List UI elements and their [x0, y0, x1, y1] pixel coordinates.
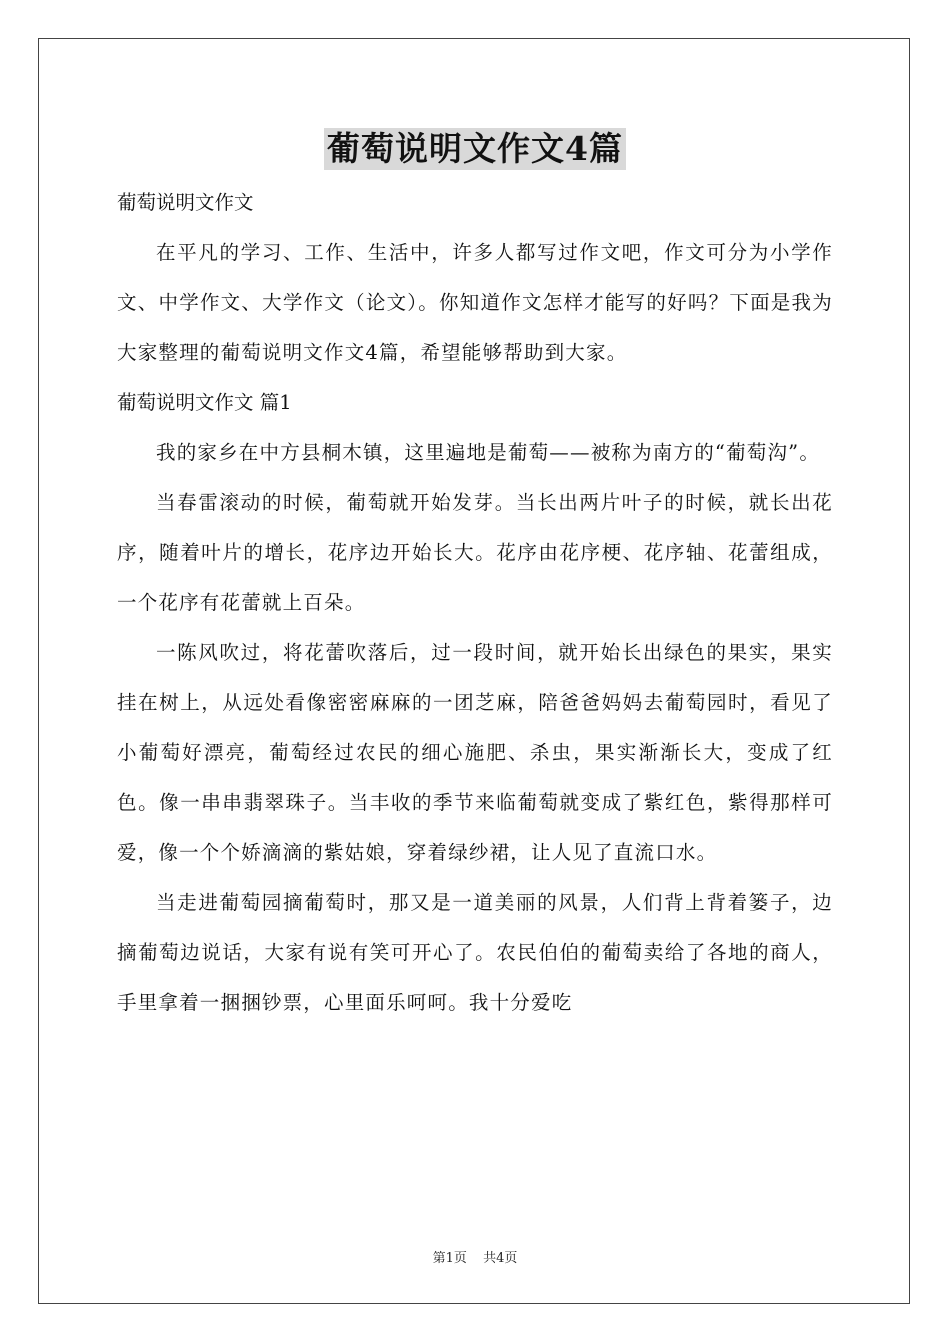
document-title: 葡萄说明文作文4篇 [324, 128, 626, 170]
section-1-paragraph: 一陈风吹过，将花蕾吹落后，过一段时间，就开始长出绿色的果实，果实挂在树上，从远处看像密密麻麻的一团芝麻，陪爸爸妈妈去葡萄园时，看见了小葡萄好漂亮，葡萄经过农民的细心施肥、杀虫，果实渐渐长大，变成了红色。像一串串翡翠珠子。当丰收的季节来临葡萄就变成了紫红色，紫得那样可爱，像一个个娇滴滴的紫姑娘，穿着绿纱裙，让人见了直流口水。 [117, 641, 833, 864]
title-area [0, 128, 950, 170]
document-body [117, 178, 833, 1028]
intro-heading: 葡萄说明文作文 [117, 191, 254, 214]
section-1-paragraph: 我的家乡在中方县桐木镇，这里遍地是葡萄——被称为南方的“葡萄沟”。 [156, 441, 821, 464]
intro-paragraph: 在平凡的学习、工作、生活中，许多人都写过作文吧，作文可分为小学作文、中学作文、大学作文（论文）。你知道作文怎样才能写的好吗？下面是我为大家整理的葡萄说明文作文4篇，希望能够帮助到大家。 [117, 241, 833, 364]
page-footer [0, 1247, 950, 1266]
section-1-paragraph: 当走进葡萄园摘葡萄时，那又是一道美丽的风景，人们背上背着篓子，边摘葡萄边说话，大家有说有笑可开心了。农民伯伯的葡萄卖给了各地的商人，手里拿着一捆捆钞票，心里面乐呵呵。我十分爱吃 [117, 891, 833, 1014]
section-1-heading: 葡萄说明文作文 篇1 [117, 391, 292, 414]
page-number: 第1页 [432, 1251, 467, 1266]
page-total: 共4页 [483, 1251, 518, 1266]
section-1-paragraph: 当春雷滚动的时候，葡萄就开始发芽。当长出两片叶子的时候，就长出花序，随着叶片的增长，花序边开始长大。花序由花序梗、花序轴、花蕾组成，一个花序有花蕾就上百朵。 [117, 491, 833, 614]
